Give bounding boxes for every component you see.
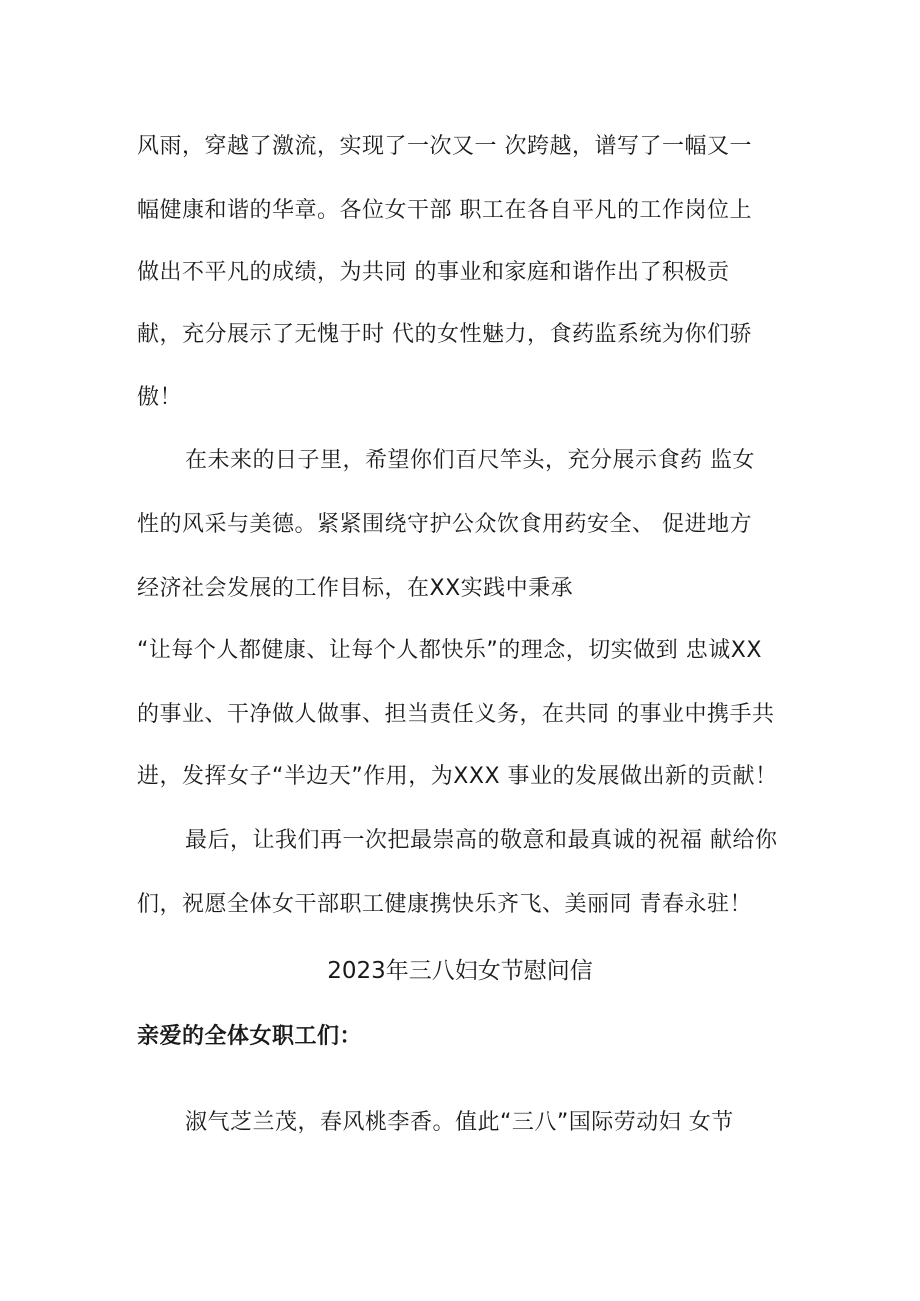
paragraph-line: 的事业、干净做人做事、担当责任义务，在共同 的事业中携手共	[137, 702, 775, 727]
paragraph-line: 性的风采与美德。紧紧围绕守护公众饮食用药安全、 促进地方	[137, 512, 752, 537]
paragraph-line: 最后，让我们再一次把最崇高的敬意和最真诚的祝福 献给你	[185, 828, 778, 853]
paragraph-line: 们，祝愿全体女干部职工健康携快乐齐飞、美丽同 青春永驻！	[137, 892, 752, 917]
paragraph-line: 在未来的日子里，希望你们百尺竿头，充分展示食药 监女	[185, 448, 755, 473]
paragraph-line: 幅健康和谐的华章。各位女干部 职工在各自平凡的工作岗位上	[137, 198, 752, 223]
paragraph-line: 风雨，穿越了激流，实现了一次又一 次跨越，谱写了一幅又一	[137, 134, 752, 159]
paragraph-line: 傲！	[137, 385, 183, 410]
paragraph-line: “让每个人都健康、让每个人都快乐”的理念，切实做到 忠诚XX	[137, 638, 762, 663]
paragraph-line: 淑气芝兰茂，春风桃李香。值此“三八”国际劳动妇 女节	[185, 1110, 734, 1135]
paragraph-line: 进，发挥女子“半边天”作用，为XXX 事业的发展做出新的贡献！	[137, 764, 778, 789]
paragraph-line: 经济社会发展的工作目标，在XX实践中秉承	[137, 576, 574, 601]
letter-title: 2023年三八妇女节慰问信	[327, 958, 593, 984]
salutation: 亲爱的全体女职工们：	[137, 1024, 363, 1049]
paragraph-line: 做出不平凡的成绩，为共同 的事业和家庭和谐作出了积极贡	[137, 260, 730, 285]
paragraph-line: 献，充分展示了无愧于时 代的女性魅力，食药监系统为你们骄	[137, 322, 752, 347]
